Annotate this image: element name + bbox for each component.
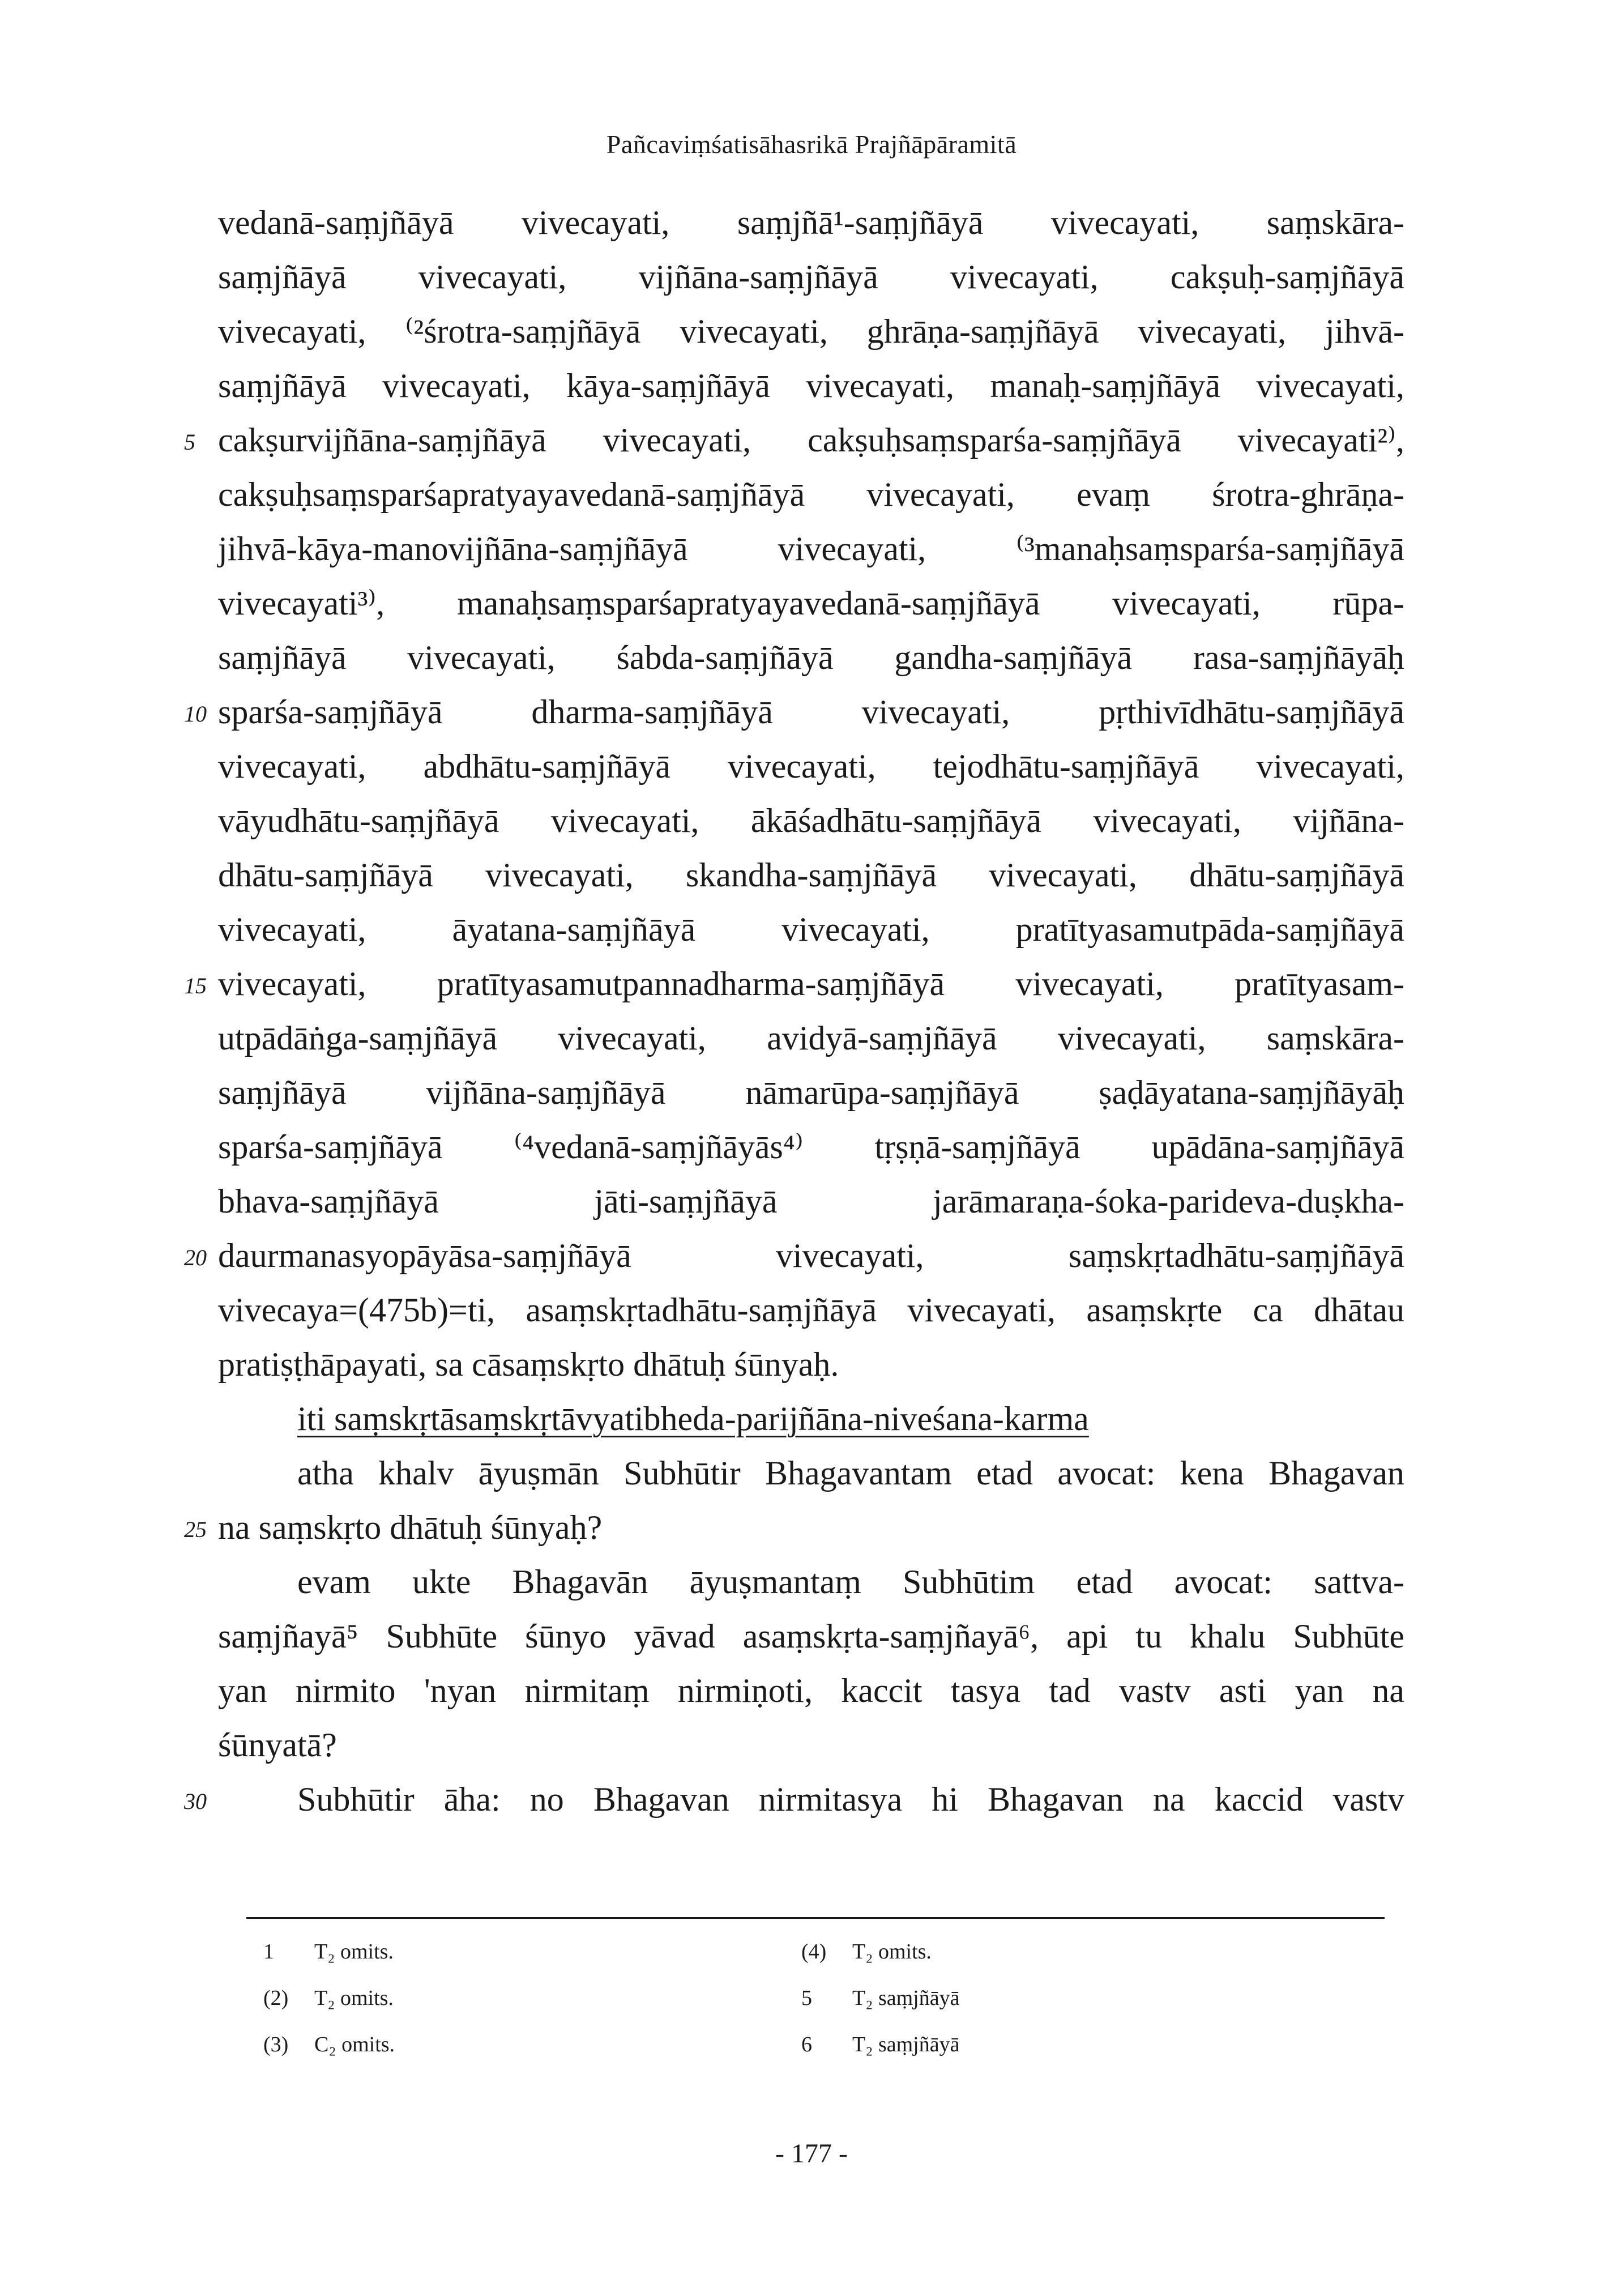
line-text: saṃjñāyā vijñāna-saṃjñāyā nāmarūpa-saṃjñāyā ṣaḍāyatana-saṃjñāyāḥ [218,1074,1404,1111]
footnotes-right-column [801,1928,959,2068]
line-text: saṃjñāyā vivecayati, śabda-saṃjñāyā gandha-saṃjñāyā rasa-saṃjñāyāḥ [218,639,1404,676]
line-text: dhātu-saṃjñāyā vivecayati, skandha-saṃjñāyā vivecayati, dhātu-saṃjñāyā [218,856,1404,894]
line-text: sparśa-saṃjñāyā dharma-saṃjñāyā vivecayati, pṛthivīdhātu-saṃjñāyā [218,693,1404,731]
line-text: na saṃskṛto dhātuḥ śūnyaḥ? [218,1509,603,1546]
text-line [218,848,1404,902]
text-line [184,1500,1404,1555]
text-line [184,1772,1404,1826]
line-text: śūnyatā? [218,1726,337,1764]
text-line [218,1174,1404,1228]
footnote [801,2021,959,2068]
footnotes-left-column [263,1928,395,2068]
line-text: vivecayati, abdhātu-saṃjñāyā vivecayati, tejodhātu-saṃjñāyā vivecayati, [218,748,1404,785]
footnote [263,2021,395,2068]
line-number: 15 [184,973,207,998]
line-text: cakṣurvijñāna-saṃjñāyā vivecayati, cakṣuḥsaṃsparśa-saṃjñāyā vivecayati²⁾, [218,421,1404,459]
line-text: atha khalv āyuṣmān Subhūtir Bhagavantam etad avocat: kena Bhagavan [297,1454,1404,1492]
line-text: vivecayati, āyatana-saṃjñāyā vivecayati, pratītyasamutpāda-saṃjñāyā [218,911,1404,948]
footnote [263,1928,395,1975]
text-line [218,1718,1404,1772]
text-line [218,1011,1404,1065]
line-text: vedanā-saṃjñāyā vivecayati, saṃjñā¹-saṃjñāyā vivecayati, saṃskāra- [218,204,1404,241]
footnote-mark: (4) [801,1940,827,1964]
line-text: vāyudhātu-saṃjñāyā vivecayati, ākāśadhātu-saṃjñāyā vivecayati, vijñāna- [218,802,1404,839]
line-text: Subhūtir āha: no Bhagavan nirmitasya hi Bhagavan na kaccid vastv [297,1781,1404,1818]
text-line [218,902,1404,957]
footnote-mark: (3) [263,2033,289,2056]
text-line [218,576,1404,630]
text-line [218,250,1404,304]
line-text: yan nirmito 'nyan nirmitaṃ nirmiṇoti, kaccit tasya tad vastv asti yan na [218,1672,1404,1709]
text-line [218,1337,1404,1392]
text-line [184,413,1404,467]
footnote [801,1928,959,1975]
text-line [218,1283,1404,1337]
page-number: - 177 - [775,2139,848,2169]
footnote [801,1975,959,2021]
main-text [184,195,1404,1826]
line-text: pratiṣṭhāpayati, sa cāsaṃskṛto dhātuḥ śūnyaḥ. [218,1346,839,1383]
footnote-text: T₂ omits. [314,1940,394,1964]
line-number: 25 [184,1517,207,1542]
line-text: vivecayati, ⁽²śrotra-saṃjñāyā vivecayati, ghrāṇa-saṃjñāyā vivecayati, jihvā- [218,313,1404,350]
text-line [218,1663,1404,1718]
text-line [218,304,1404,359]
footnote-text: T₂ saṃjñāyā [852,2033,960,2056]
footnote-mark: (2) [263,1986,289,2010]
line-number: 5 [184,429,195,455]
footnote [263,1975,395,2021]
section-title-line [218,1392,1404,1446]
line-text: vivecayati³⁾, manaḥsaṃsparśapratyayavedanā-saṃjñāyā vivecayati, rūpa- [218,584,1404,622]
line-text: iti saṃskṛtāsaṃskṛtāvyatibheda-parijñāna-niveśana-karma [297,1400,1089,1437]
text-line [184,1228,1404,1283]
line-text: vivecayati, pratītyasamutpannadharma-saṃjñāyā vivecayati, pratītyasam- [218,965,1404,1002]
line-text: jihvā-kāya-manovijñāna-saṃjñāyā vivecayati, ⁽³manaḥsaṃsparśa-saṃjñāyā [218,530,1404,567]
line-text: evam ukte Bhagavān āyuṣmantaṃ Subhūtim etad avocat: sattva- [297,1563,1404,1601]
footnote-divider [246,1917,1385,1919]
line-text: saṃjñāyā vivecayati, vijñāna-saṃjñāyā vivecayati, cakṣuḥ-saṃjñāyā [218,258,1404,296]
footnote-text: T₂ omits. [314,1986,394,2010]
line-text: cakṣuḥsaṃsparśapratyayavedanā-saṃjñāyā vivecayati, evaṃ śrotra-ghrāṇa- [218,476,1404,513]
text-line [218,467,1404,522]
text-line [218,630,1404,685]
line-number: 20 [184,1245,207,1270]
text-line [218,739,1404,793]
line-text: daurmanasyopāyāsa-saṃjñāyā vivecayati, saṃskṛtadhātu-saṃjñāyā [218,1237,1404,1274]
footnote-text: T₂ omits. [852,1940,932,1964]
footnote-text: C₂ omits. [314,2033,395,2056]
text-line [218,195,1404,250]
text-line [218,1120,1404,1174]
text-line [218,1555,1404,1609]
text-line [218,359,1404,413]
line-text: vivecaya=(475b)=ti, asaṃskṛtadhātu-saṃjñāyā vivecayati, asaṃskṛte ca dhātau [218,1291,1404,1329]
text-line [218,1446,1404,1500]
line-text: saṃjñāyā vivecayati, kāya-saṃjñāyā vivecayati, manaḥ-saṃjñāyā vivecayati, [218,367,1404,404]
text-line [218,1065,1404,1120]
running-header: Pañcaviṃśatisāhasrikā Prajñāpāramitā [606,130,1017,159]
line-text: bhava-saṃjñāyā jāti-saṃjñāyā jarāmaraṇa-śoka-parideva-duṣkha- [218,1183,1404,1220]
text-line [184,685,1404,739]
text-line [218,793,1404,848]
line-number: 10 [184,701,207,727]
footnote-text: T₂ saṃjñāyā [852,1986,960,2010]
text-line [184,957,1404,1011]
line-text: sparśa-saṃjñāyā ⁽⁴vedanā-saṃjñāyās⁴⁾ tṛṣṇā-saṃjñāyā upādāna-saṃjñāyā [218,1128,1404,1166]
line-text: saṃjñayā⁵ Subhūte śūnyo yāvad asaṃskṛta-saṃjñayā⁶, api tu khalu Subhūte [218,1618,1404,1655]
footnote-mark: 6 [801,2033,812,2056]
footnote-mark: 5 [801,1986,812,2010]
footnote-mark: 1 [263,1940,274,1964]
text-line [218,1609,1404,1663]
line-number: 30 [184,1789,207,1814]
text-line [218,522,1404,576]
line-text: utpādāṅga-saṃjñāyā vivecayati, avidyā-saṃjñāyā vivecayati, saṃskāra- [218,1019,1404,1057]
